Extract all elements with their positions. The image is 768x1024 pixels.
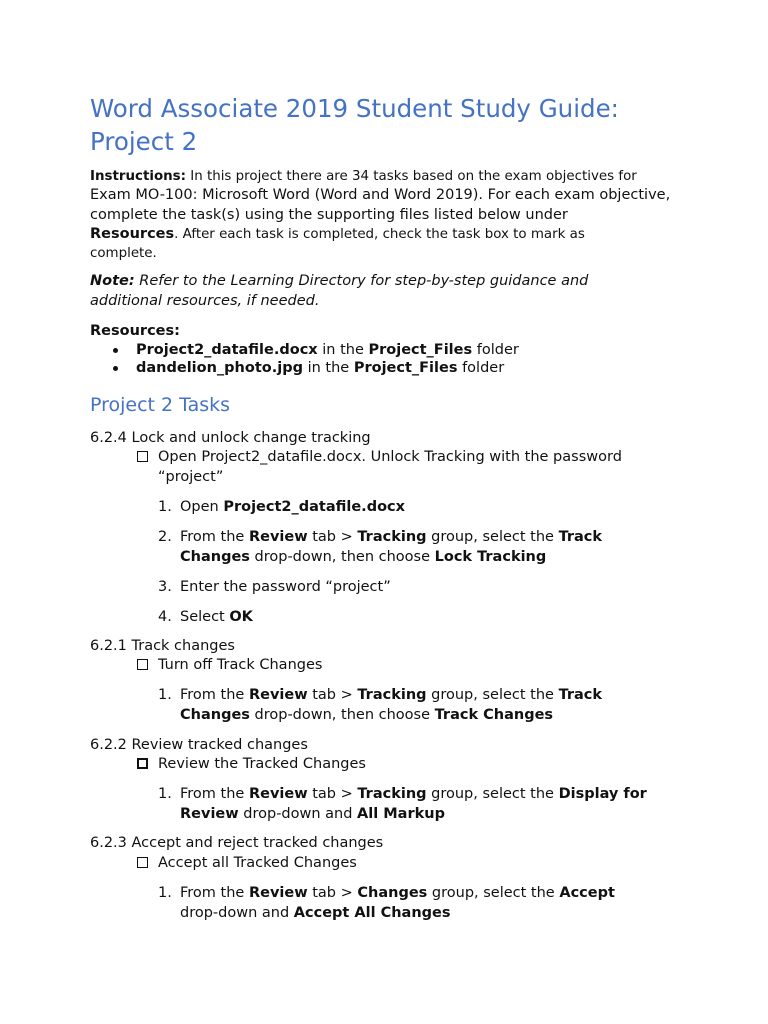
resources-word: Resources [90, 226, 175, 242]
step-text-cont: Review drop-down and All Markup [180, 806, 445, 822]
step-text-cont: Changes drop-down, then choose Lock Tracking [180, 549, 547, 565]
step-number: 1. [158, 786, 172, 802]
instructions-line4: Resources. After each task is completed, check the task box to mark as [90, 226, 585, 242]
section-heading: 6.2.1 Track changes [90, 638, 235, 654]
note-line2: additional resources, if needed. [90, 293, 320, 309]
document-title-line1: Word Associate 2019 Student Study Guide: [90, 94, 619, 123]
note-line1: Note: Refer to the Learning Directory for step-by-step guidance and [90, 273, 589, 289]
step-number: 2. [158, 529, 172, 545]
resources-label: Resources: [90, 323, 180, 339]
task-label: Review the Tracked Changes [158, 756, 366, 772]
task-checkbox[interactable] [137, 758, 148, 769]
step-text-cont: drop-down and Accept All Changes [180, 905, 451, 921]
step-number: 1. [158, 687, 172, 703]
resource-item: dandelion_photo.jpg in the Project_Files folder [136, 360, 505, 376]
step-text: Select OK [180, 609, 253, 625]
task-label: Turn off Track Changes [158, 657, 323, 673]
instructions-line5: complete. [90, 246, 157, 261]
section-heading: 6.2.3 Accept and reject tracked changes [90, 835, 384, 851]
task-checkbox[interactable] [137, 857, 148, 868]
document-title-line2: Project 2 [90, 127, 198, 156]
instructions-line1: Instructions: In this project there are 34 tasks based on the exam objectives for [90, 169, 637, 184]
task-checkbox[interactable] [137, 451, 148, 462]
instructions-line2: Exam MO-100: Microsoft Word (Word and Word 2019). For each exam objective, [90, 187, 671, 203]
step-number: 4. [158, 609, 172, 625]
step-text: From the Review tab > Tracking group, select the Track [180, 529, 603, 545]
step-number: 1. [158, 499, 172, 515]
task-label: Accept all Tracked Changes [158, 855, 357, 871]
task-label-cont: “project” [158, 469, 224, 485]
step-number: 3. [158, 579, 172, 595]
resource-item: Project2_datafile.docx in the Project_Files folder [136, 342, 519, 358]
step-number: 1. [158, 885, 172, 901]
section-heading: 6.2.2 Review tracked changes [90, 737, 308, 753]
bullet-icon [113, 348, 118, 353]
task-checkbox[interactable] [137, 659, 148, 670]
section-heading: 6.2.4 Lock and unlock change tracking [90, 430, 371, 446]
step-text-cont: Changes drop-down, then choose Track Changes [180, 707, 554, 723]
step-text: From the Review tab > Changes group, select the Accept [180, 885, 615, 901]
instructions-line3: complete the task(s) using the supporting files listed below under [90, 207, 568, 223]
tasks-heading: Project 2 Tasks [90, 394, 231, 416]
step-text: From the Review tab > Tracking group, select the Display for [180, 786, 647, 802]
bullet-icon [113, 366, 118, 371]
instructions-label: Instructions: [90, 169, 187, 184]
step-text: From the Review tab > Tracking group, select the Track [180, 687, 603, 703]
note-label: Note: [90, 273, 135, 289]
step-text: Open Project2_datafile.docx [180, 499, 405, 515]
step-text: Enter the password “project” [180, 579, 391, 595]
task-label: Open Project2_datafile.docx. Unlock Tracking with the password [158, 449, 622, 465]
